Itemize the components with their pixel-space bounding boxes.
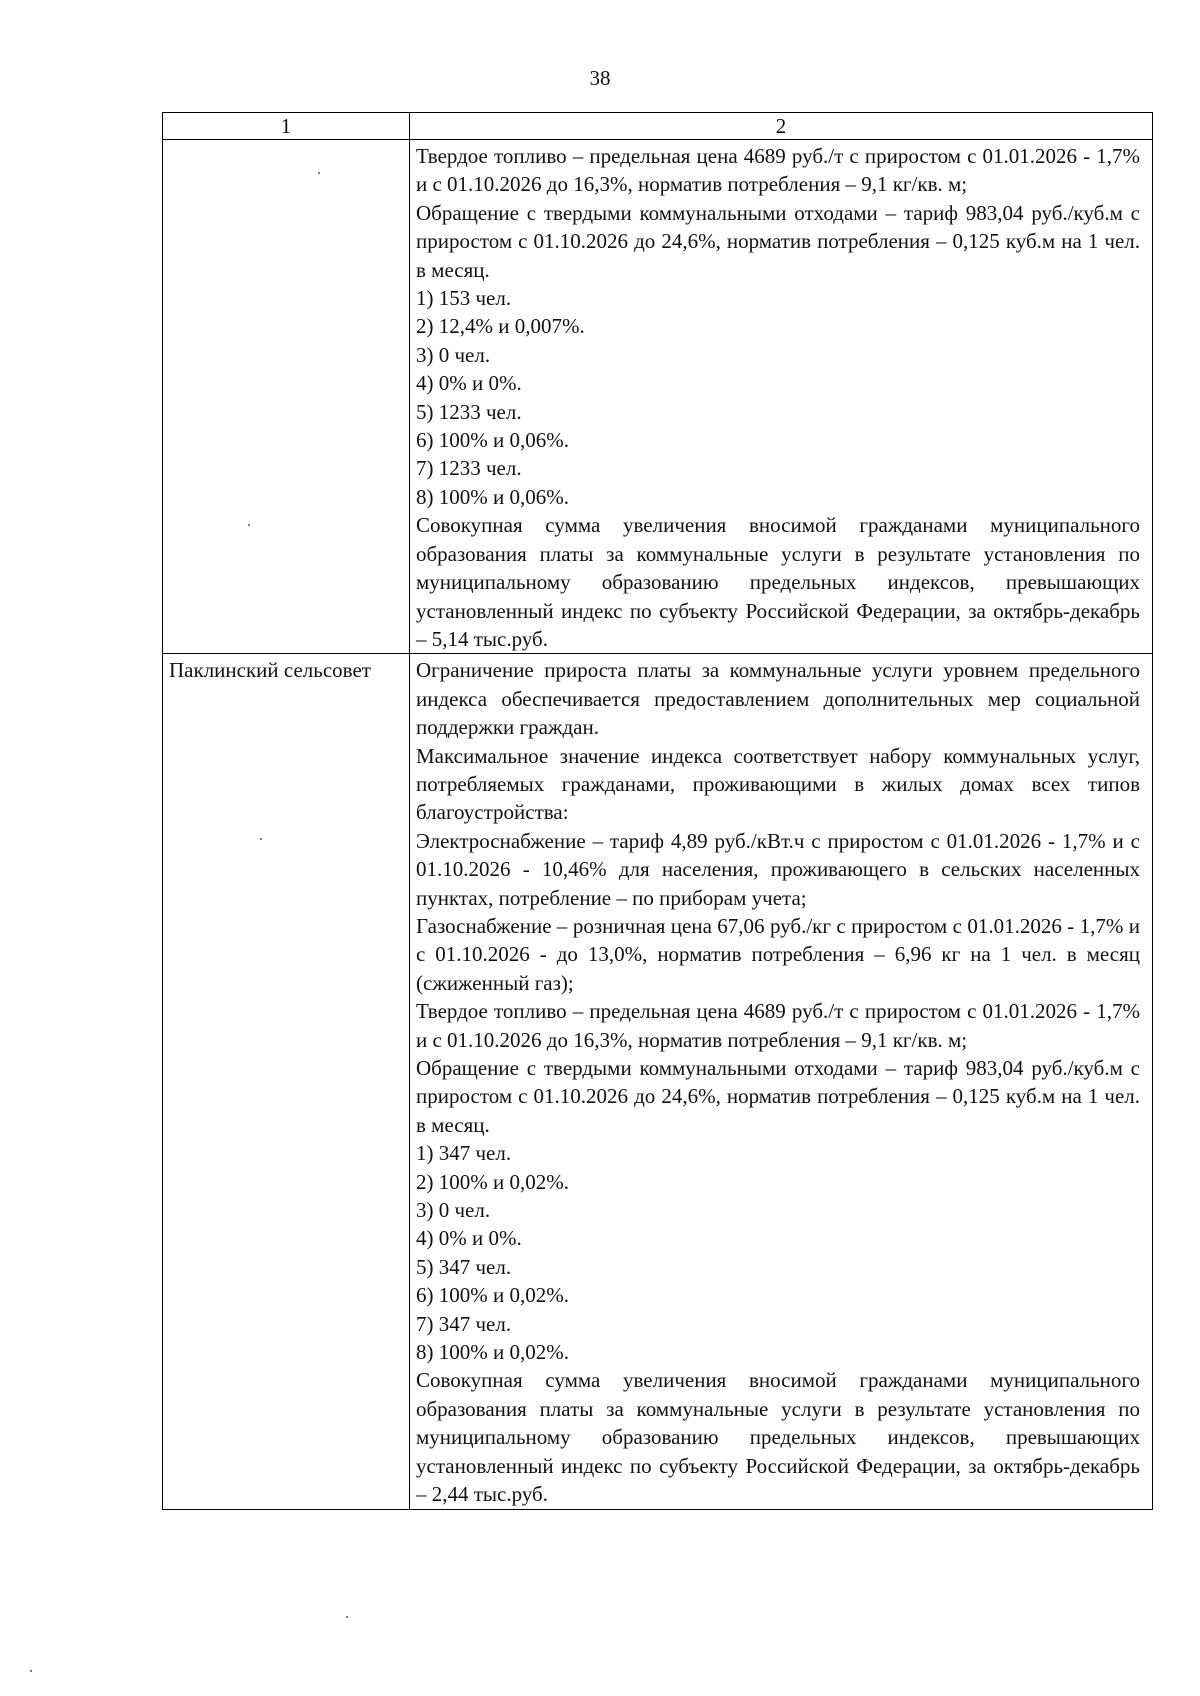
scan-speck	[318, 172, 320, 174]
column-header-1: 1	[163, 113, 410, 140]
gas-paragraph: Газоснабжение – розничная цена 67,06 руб./кг с приростом с 01.01.2026 - 1,7% и с 01.10.2026 - до 13,0%, норматив потребления – 6,96 кг на 1 чел. в месяц (сжиженный газ);	[416, 913, 1140, 995]
list-item: 1) 347 чел.	[416, 1141, 512, 1166]
list-item: 2) 12,4% и 0,007%.	[416, 314, 585, 339]
list-item: 7) 347 чел.	[416, 1311, 512, 1336]
max-index-paragraph: Максимальное значение индекса соответствует набору коммунальных услуг, потребляемых гражданами, проживающими в жилых домах всех типов благоустройства:	[416, 743, 1140, 825]
list-item: 8) 100% и 0,06%.	[416, 484, 569, 509]
scan-speck	[248, 524, 250, 526]
list-item: 3) 0 чел.	[416, 1198, 491, 1223]
scan-speck	[346, 1616, 348, 1618]
list-item: 4) 0% и 0%.	[416, 371, 522, 396]
municipality-index-table	[162, 112, 1153, 1510]
municipality-cell: Паклинский сельсовет	[163, 654, 410, 1509]
list-item: 4) 0% и 0%.	[416, 1226, 522, 1251]
list-item: 7) 1233 чел.	[416, 456, 522, 481]
list-item: 3) 0 чел.	[416, 342, 491, 367]
solid-fuel-paragraph: Твердое топливо – предельная цена 4689 руб./т с приростом с 01.01.2026 - 1,7% и с 01.10.2026 до 16,3%, норматив потребления – 9,1 кг/кв. м;	[416, 999, 1140, 1052]
limit-paragraph: Ограничение прироста платы за коммунальные услуги уровнем предельного индекса обеспечивается предоставлением дополнительных мер социальной поддержки граждан.	[416, 658, 1140, 740]
scan-speck	[30, 1670, 32, 1672]
waste-paragraph: Обращение с твердыми коммунальными отходами – тариф 983,04 руб./куб.м с приростом с 01.10.2026 до 24,6%, норматив потребления – 0,125 куб.м на 1 чел. в месяц.	[416, 200, 1140, 282]
list-item: 1) 153 чел.	[416, 286, 512, 311]
total-sum-paragraph: Совокупная сумма увеличения вносимой гражданами муниципального образования платы за коммунальные услуги в результате установления по муниципальному образованию предельных индексов, превышающих установленный индекс по субъекту Российской Федерации, за октябрь-декабрь – 5,14 тыс.руб.	[416, 513, 1140, 651]
description-cell	[410, 654, 1153, 1509]
description-cell	[410, 140, 1153, 654]
waste-paragraph: Обращение с твердыми коммунальными отходами – тариф 983,04 руб./куб.м с приростом с 01.10.2026 до 24,6%, норматив потребления – 0,125 куб.м на 1 чел. в месяц.	[416, 1056, 1140, 1137]
list-item: 6) 100% и 0,02%.	[416, 1283, 569, 1308]
municipality-cell	[163, 140, 410, 654]
scan-speck	[260, 838, 262, 840]
page-number: 38	[589, 66, 611, 90]
list-item: 2) 100% и 0,02%.	[416, 1169, 569, 1194]
list-item: 5) 347 чел.	[416, 1254, 512, 1279]
list-item: 5) 1233 чел.	[416, 399, 522, 424]
table-header-row	[163, 113, 1153, 140]
column-header-2: 2	[410, 113, 1153, 140]
solid-fuel-paragraph: Твердое топливо – предельная цена 4689 руб./т с приростом с 01.01.2026 - 1,7% и с 01.10.2026 до 16,3%, норматив потребления – 9,1 кг/кв. м;	[416, 144, 1140, 197]
table-row	[163, 654, 1153, 1509]
total-sum-paragraph: Совокупная сумма увеличения вносимой гражданами муниципального образования платы за коммунальные услуги в результате установления по муниципальному образованию предельных индексов, превышающих установленный индекс по субъекту Российской Федерации, за октябрь-декабрь – 2,44 тыс.руб.	[416, 1368, 1140, 1507]
electricity-paragraph: Электроснабжение – тариф 4,89 руб./кВт.ч с приростом с 01.01.2026 - 1,7% и с 01.10.2026 - 10,46% для населения, проживающего в сельских населенных пунктах, потребление – по приборам учета;	[416, 828, 1140, 910]
table-row	[163, 140, 1153, 654]
list-item: 6) 100% и 0,06%.	[416, 428, 569, 453]
list-item: 8) 100% и 0,02%.	[416, 1340, 569, 1365]
